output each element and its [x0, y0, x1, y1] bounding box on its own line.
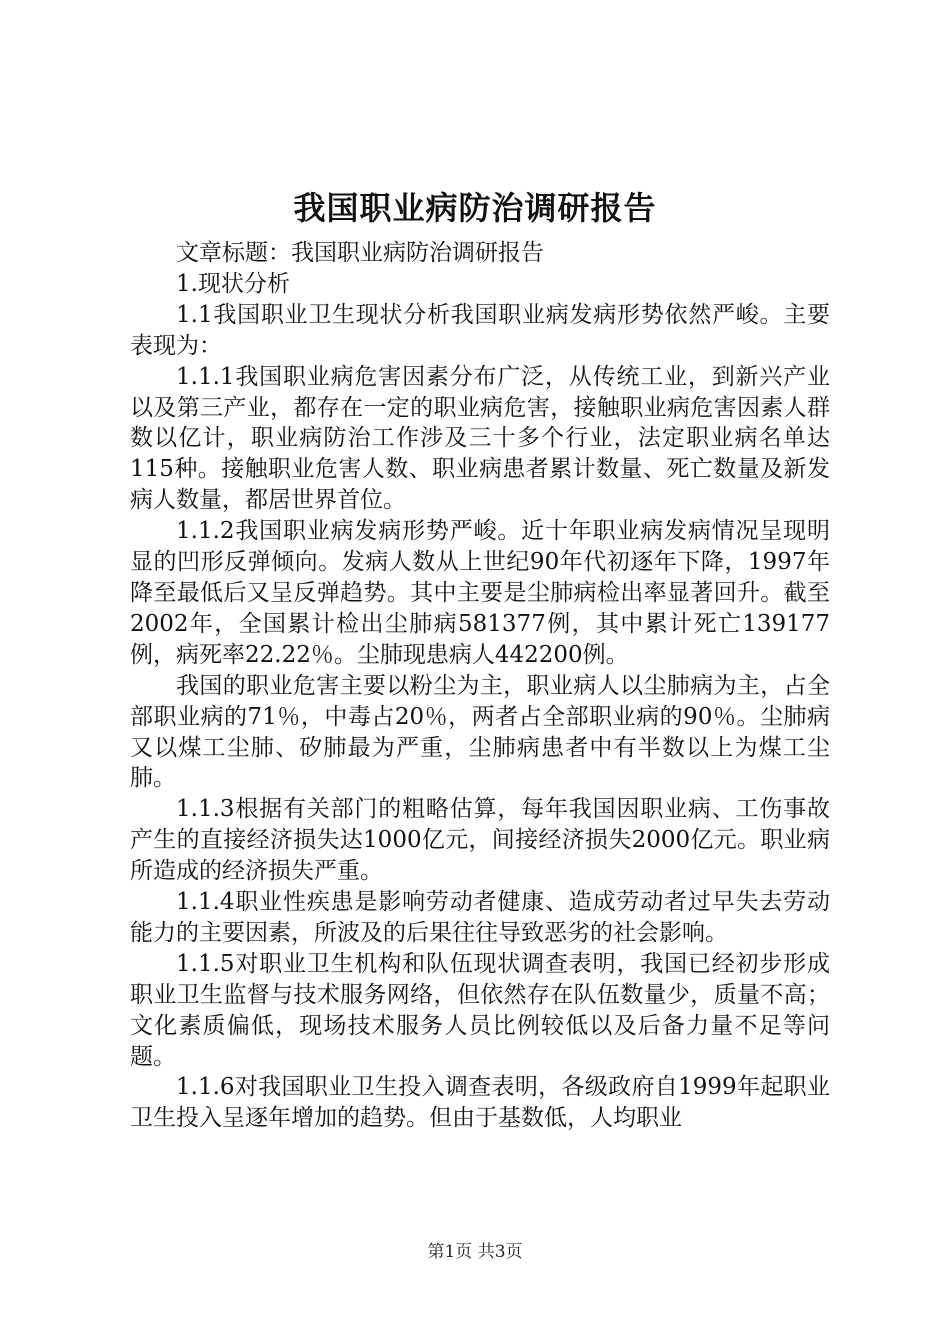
- document-title: 我国职业病防治调研报告: [293, 189, 657, 227]
- paragraph: 1.1.4职业性疾患是影响劳动者健康、造成劳动者过早失去劳动能力的主要因素，所波及的后果往往导致恶劣的社会影响。: [130, 889, 830, 946]
- paragraph: 1.1.1我国职业病危害因素分布广泛，从传统工业，到新兴产业以及第三产业，都存在一定的职业病危害，接触职业病危害因素人群数以亿计，职业病防治工作涉及三十多个行业，法定职业病名单达115种。接触职业危害人数、职业病患者累计数量、死亡数量及新发病人数量，都居世界首位。: [130, 363, 830, 514]
- page-footer: 第1页 共3页: [427, 1242, 523, 1262]
- paragraph-article-title: 文章标题：我国职业病防治调研报告: [176, 240, 544, 266]
- document-body: [130, 238, 830, 1134]
- paragraph: 1.1.2我国职业病发病形势严峻。近十年职业病发病情况呈现明显的凹形反弹倾向。发病人数从上世纪90年代初逐年下降，1997年降至最低后又呈反弹趋势。其中主要是尘肺病检出率显著回升。截至2002年，全国累计检出尘肺病581377例，其中累计死亡139177例，病死率22.22％。尘肺现患病人442200例。: [130, 518, 830, 668]
- paragraph: 1.1我国职业卫生现状分析我国职业病发病形势依然严峻。主要表现为：: [130, 301, 830, 359]
- paragraph: 1.1.5对职业卫生机构和队伍现状调查表明，我国已经初步形成职业卫生监督与技术服务网络，但依然存在队伍数量少，质量不高；文化素质偏低，现场技术服务人员比例较低以及后备力量不足等问题。: [130, 950, 830, 1070]
- paragraph: 1.1.6对我国职业卫生投入调查表明，各级政府自1999年起职业卫生投入呈逐年增加的趋势。但由于基数低，人均职业: [130, 1074, 830, 1132]
- paragraph: 1.1.3根据有关部门的粗略估算，每年我国因职业病、工伤事故产生的直接经济损失达1000亿元，间接经济损失2000亿元。职业病所造成的经济损失严重。: [130, 796, 830, 885]
- paragraph-section-heading: 1.现状分析: [176, 270, 290, 297]
- paragraph: 我国的职业危害主要以粉尘为主，职业病人以尘肺病为主，占全部职业病的71％，中毒占20％，两者占全部职业病的90％。尘肺病又以煤工尘肺、矽肺最为严重，尘肺病患者中有半数以上为煤工尘肺。: [130, 672, 830, 792]
